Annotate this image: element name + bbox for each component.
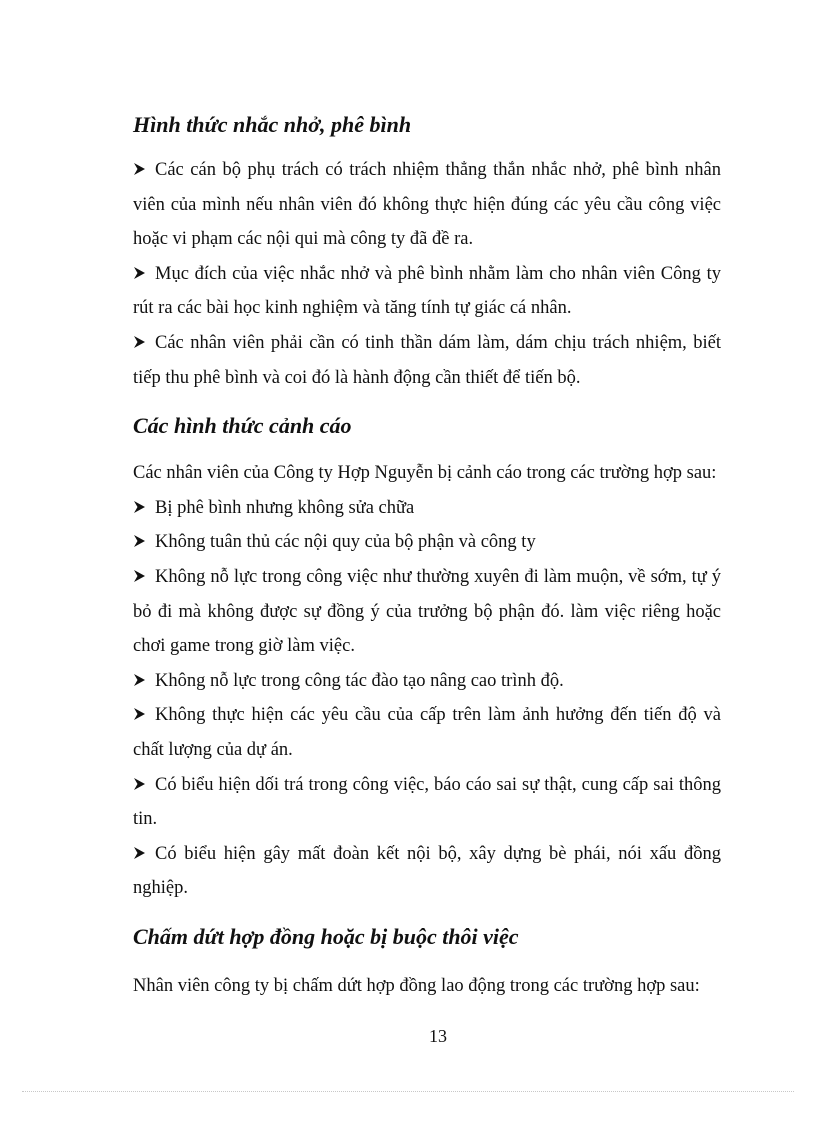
bullet-paragraph — [133, 768, 721, 837]
arrowhead-bullet-icon — [133, 698, 155, 733]
paragraph-text: Mục đích của việc nhắc nhở và phê bình nhằm làm cho nhân viên Công ty rút ra các bài học kinh nghiệm và tăng tính tự giác cá nhân. — [133, 263, 721, 319]
section-heading: Hình thức nhắc nhở, phê bình — [133, 112, 412, 137]
section-heading: Các hình thức cảnh cáo — [133, 413, 352, 439]
bullet-paragraph — [133, 525, 721, 560]
bullet-paragraph — [133, 257, 721, 326]
bullet-paragraph — [133, 560, 721, 664]
paragraph-text: Không nỗ lực trong công việc như thường xuyên đi làm muộn, về sớm, tự ý bỏ đi mà không được sự đồng ý của trưởng bộ phận đó. làm việc riêng hoặc chơi game trong giờ làm việc. — [133, 566, 721, 657]
body-paragraph — [133, 969, 721, 1004]
bullet-paragraph — [133, 153, 721, 257]
arrowhead-bullet-icon — [133, 491, 155, 526]
bullet-paragraph — [133, 837, 721, 906]
bullet-paragraph — [133, 698, 721, 767]
arrowhead-bullet-icon — [133, 560, 155, 595]
bullet-paragraph — [133, 326, 721, 395]
arrowhead-bullet-icon — [133, 837, 155, 872]
paragraph-text: Không tuân thủ các nội quy của bộ phận và công ty — [155, 532, 536, 553]
page-number: 13 — [429, 1026, 447, 1046]
footer-divider — [22, 1091, 794, 1092]
paragraph-text: Không nỗ lực trong công tác đào tạo nâng cao trình độ. — [155, 670, 564, 691]
paragraph-text: Có biểu hiện dối trá trong công việc, báo cáo sai sự thật, cung cấp sai thông tin. — [133, 774, 721, 830]
arrowhead-bullet-icon — [133, 153, 155, 188]
paragraph-text: Các cán bộ phụ trách có trách nhiệm thẳng thắn nhắc nhở, phê bình nhân viên của mình nếu nhân viên đó không thực hiện đúng các yêu cầu công việc hoặc vi phạm các nội qui mà công ty đã đề ra. — [133, 160, 721, 250]
paragraph-text: Có biểu hiện gây mất đoàn kết nội bộ, xây dựng bè phái, nói xấu đồng nghiệp. — [133, 843, 721, 899]
bullet-paragraph — [133, 664, 721, 699]
paragraph-text: Nhân viên công ty bị chấm dứt hợp đồng lao động trong các trường hợp sau: — [133, 975, 700, 996]
arrowhead-bullet-icon — [133, 664, 155, 699]
bullet-paragraph — [133, 491, 721, 526]
body-paragraph — [133, 456, 721, 491]
paragraph-text: Các nhân viên phải cần có tinh thần dám làm, dám chịu trách nhiệm, biết tiếp thu phê bình và coi đó là hành động cần thiết để tiến bộ. — [133, 332, 721, 388]
arrowhead-bullet-icon — [133, 768, 155, 803]
arrowhead-bullet-icon — [133, 257, 155, 292]
paragraph-text: Bị phê bình nhưng không sửa chữa — [155, 497, 415, 518]
page-content — [133, 108, 721, 1003]
paragraph-text: Các nhân viên của Công ty Hợp Nguyễn bị cảnh cáo trong các trường hợp sau: — [133, 463, 717, 484]
arrowhead-bullet-icon — [133, 326, 155, 361]
arrowhead-bullet-icon — [133, 525, 155, 560]
paragraph-text: Không thực hiện các yêu cầu của cấp trên làm ảnh hưởng đến tiến độ và chất lượng của dự án. — [133, 705, 721, 760]
section-heading: Chấm dứt hợp đồng hoặc bị buộc thôi việc — [133, 923, 519, 949]
